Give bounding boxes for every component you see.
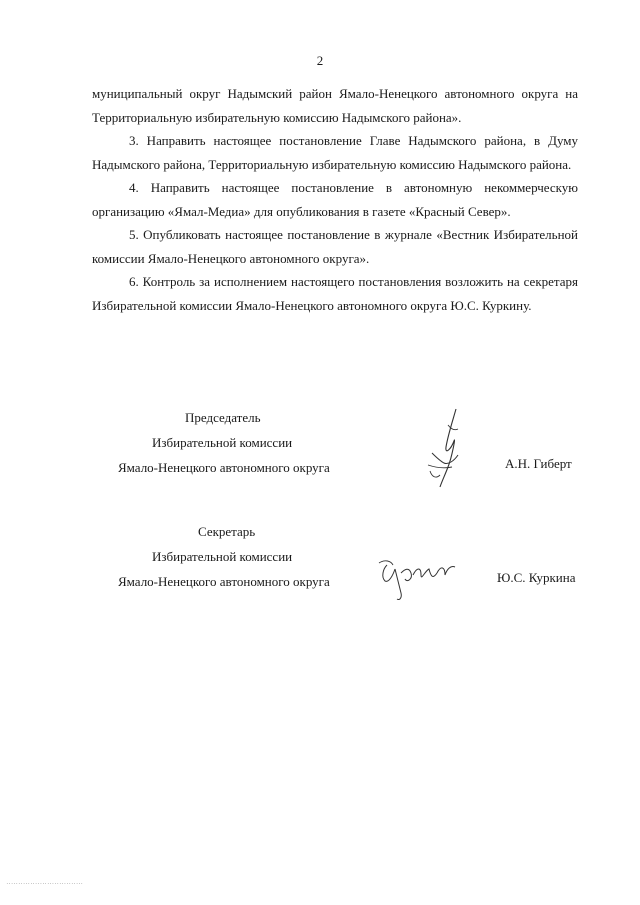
- page-number: 2: [316, 53, 324, 68]
- footer-registration-mark: ................................: [6, 880, 84, 885]
- secretary-signature: [375, 555, 470, 605]
- chairman-name: А.Н. Гиберт: [505, 456, 572, 471]
- paragraph-4: 4. Направить настоящее постановление в автономную некоммерческую организацию «Ямал-Медиа» для опубликования в газете «Красный Север».: [92, 180, 578, 219]
- chairman-title-block: [118, 405, 338, 480]
- paragraph-continuation: муниципальный округ Надымский район Ямало-Ненецкого автономного округа на Территориальную избирательную комиссию Надымского района».: [92, 86, 578, 125]
- secretary-commission: Избирательной комиссии: [152, 549, 293, 564]
- secretary-region: Ямало-Ненецкого автономного округа: [118, 574, 330, 589]
- chairman-region: Ямало-Ненецкого автономного округа: [118, 460, 330, 475]
- document-body: [92, 82, 578, 317]
- paragraph-5: 5. Опубликовать настоящее постановление в журнале «Вестник Избирательной комиссии Ямало-Ненецкого автономного округа».: [92, 227, 578, 266]
- paragraph-6: 6. Контроль за исполнением настоящего постановления возложить на секретаря Избирательной комиссии Ямало-Ненецкого автономного округа Ю.С. Куркину.: [92, 274, 578, 313]
- paragraph-3: 3. Направить настоящее постановление Главе Надымского района, в Думу Надымского района, Территориальную избирательную комиссию Надымского района.: [92, 133, 578, 172]
- secretary-name: Ю.С. Куркина: [497, 570, 576, 585]
- secretary-title-block: [118, 519, 338, 594]
- chairman-title: Председатель: [185, 410, 261, 425]
- secretary-title: Секретарь: [198, 524, 256, 539]
- chairman-signature: [418, 405, 480, 490]
- chairman-commission: Избирательной комиссии: [152, 435, 293, 450]
